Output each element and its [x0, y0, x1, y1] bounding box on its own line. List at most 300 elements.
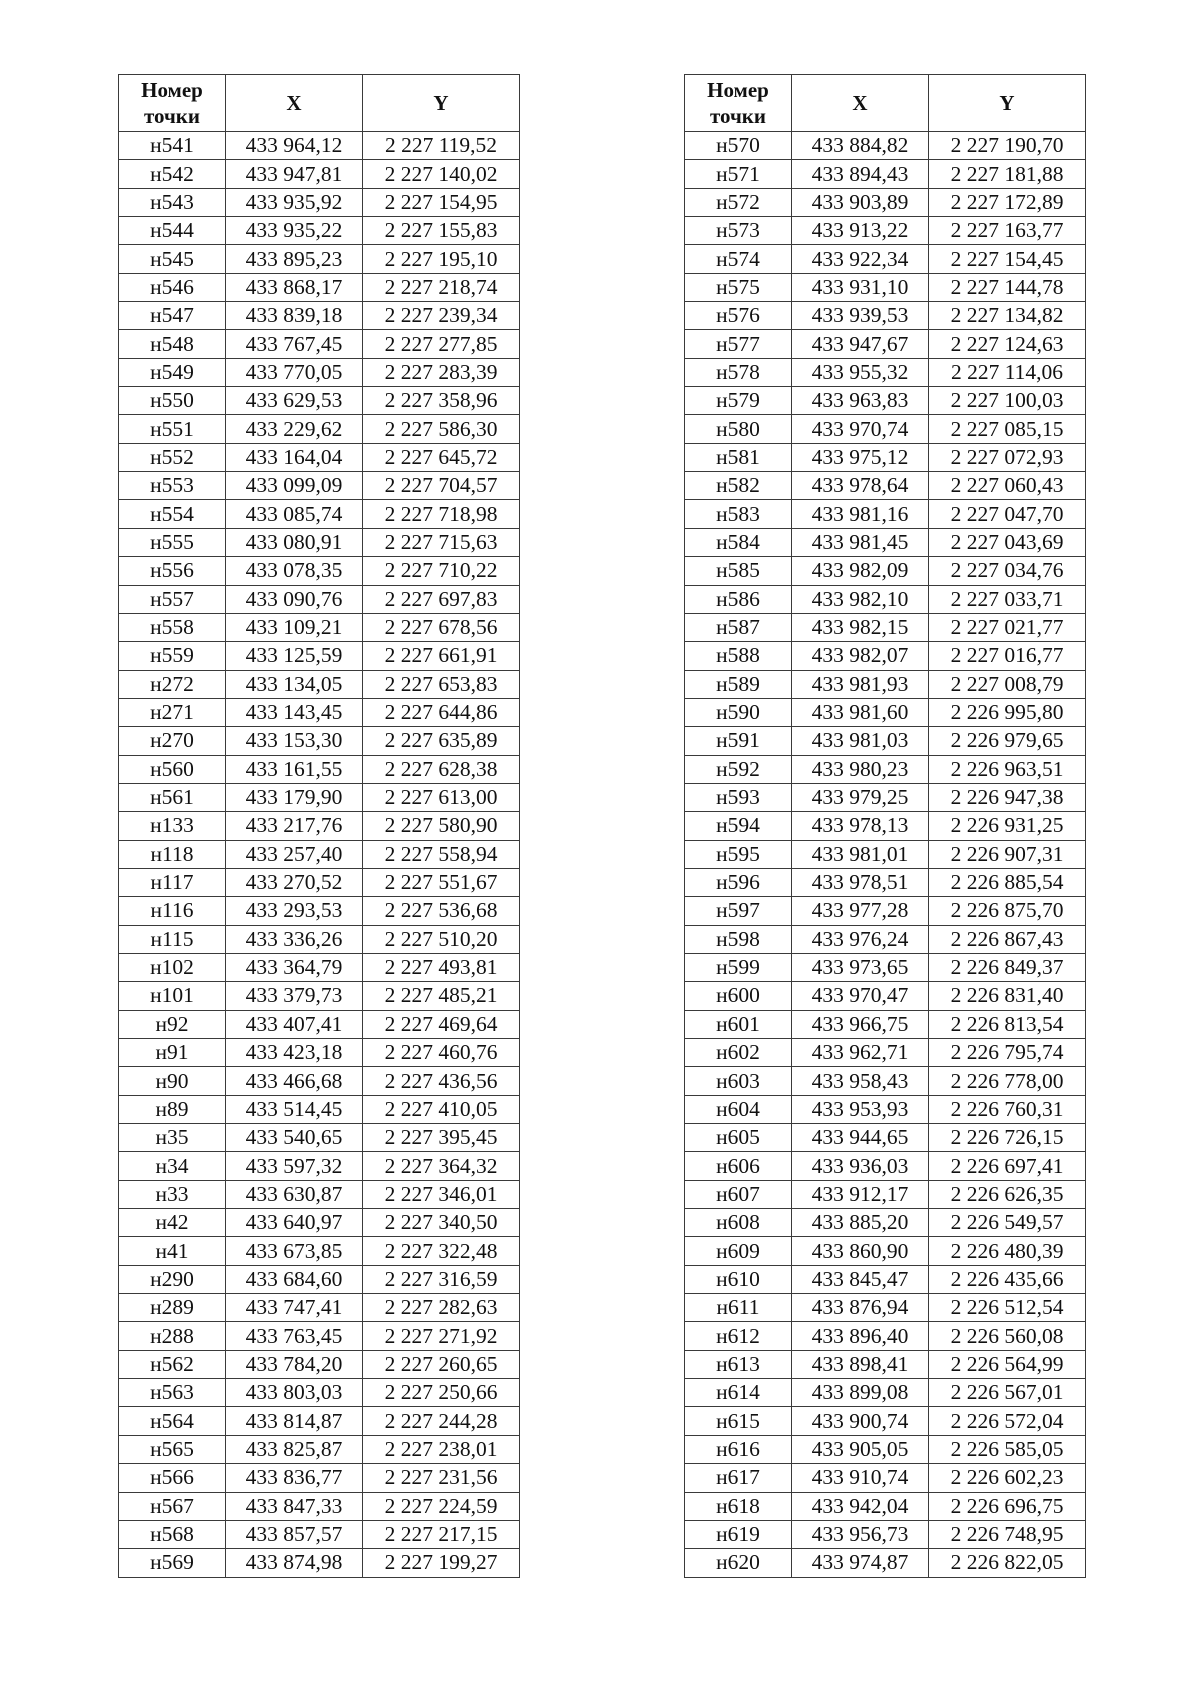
- cell-point-number: н604: [685, 1095, 792, 1123]
- cell-x: 433 885,20: [792, 1209, 929, 1237]
- cell-x: 433 947,67: [792, 330, 929, 358]
- cell-y: 2 227 661,91: [363, 642, 520, 670]
- table-row: [685, 1322, 1086, 1350]
- cell-x: 433 898,41: [792, 1350, 929, 1378]
- cell-point-number: н572: [685, 188, 792, 216]
- table-row: [685, 500, 1086, 528]
- cell-point-number: н270: [119, 727, 226, 755]
- cell-point-number: н587: [685, 613, 792, 641]
- table-header: [119, 75, 520, 132]
- cell-x: 433 423,18: [226, 1039, 363, 1067]
- table-row: [685, 188, 1086, 216]
- cell-point-number: н581: [685, 443, 792, 471]
- cell-y: 2 227 008,79: [929, 670, 1086, 698]
- cell-y: 2 226 778,00: [929, 1067, 1086, 1095]
- cell-point-number: н601: [685, 1010, 792, 1038]
- cell-point-number: н89: [119, 1095, 226, 1123]
- cell-x: 433 900,74: [792, 1407, 929, 1435]
- cell-y: 2 226 995,80: [929, 698, 1086, 726]
- cell-y: 2 226 726,15: [929, 1124, 1086, 1152]
- cell-x: 433 970,74: [792, 415, 929, 443]
- cell-x: 433 153,30: [226, 727, 363, 755]
- cell-y: 2 227 217,15: [363, 1520, 520, 1548]
- cell-x: 433 109,21: [226, 613, 363, 641]
- cell-x: 433 090,76: [226, 585, 363, 613]
- cell-y: 2 227 316,59: [363, 1265, 520, 1293]
- cell-point-number: н543: [119, 188, 226, 216]
- table-row: [685, 1237, 1086, 1265]
- cell-x: 433 747,41: [226, 1294, 363, 1322]
- cell-x: 433 982,09: [792, 557, 929, 585]
- table-row: [685, 1549, 1086, 1577]
- cell-x: 433 078,35: [226, 557, 363, 585]
- cell-point-number: н566: [119, 1464, 226, 1492]
- cell-point-number: н607: [685, 1180, 792, 1208]
- cell-point-number: н589: [685, 670, 792, 698]
- cell-x: 433 982,10: [792, 585, 929, 613]
- table-row: [685, 585, 1086, 613]
- header-row: [119, 75, 520, 132]
- cell-point-number: н547: [119, 302, 226, 330]
- cell-x: 433 978,51: [792, 868, 929, 896]
- cell-point-number: н549: [119, 358, 226, 386]
- cell-y: 2 226 564,99: [929, 1350, 1086, 1378]
- cell-y: 2 226 585,05: [929, 1435, 1086, 1463]
- table-row: [685, 982, 1086, 1010]
- cell-point-number: н619: [685, 1520, 792, 1548]
- cell-x: 433 179,90: [226, 783, 363, 811]
- table-row: [119, 897, 520, 925]
- cell-y: 2 227 715,63: [363, 528, 520, 556]
- table-row: [119, 840, 520, 868]
- cell-x: 433 673,85: [226, 1237, 363, 1265]
- cell-y: 2 226 512,54: [929, 1294, 1086, 1322]
- cell-x: 433 767,45: [226, 330, 363, 358]
- cell-y: 2 226 963,51: [929, 755, 1086, 783]
- table-row: [685, 840, 1086, 868]
- cell-y: 2 226 572,04: [929, 1407, 1086, 1435]
- table-row: [685, 1095, 1086, 1123]
- table-row: [685, 1067, 1086, 1095]
- cell-point-number: н603: [685, 1067, 792, 1095]
- cell-x: 433 857,57: [226, 1520, 363, 1548]
- cell-point-number: н617: [685, 1464, 792, 1492]
- table-row: [119, 1464, 520, 1492]
- cell-point-number: н605: [685, 1124, 792, 1152]
- table-row: [685, 613, 1086, 641]
- cell-point-number: н561: [119, 783, 226, 811]
- cell-y: 2 226 697,41: [929, 1152, 1086, 1180]
- cell-y: 2 227 043,69: [929, 528, 1086, 556]
- cell-x: 433 953,93: [792, 1095, 929, 1123]
- cell-x: 433 161,55: [226, 755, 363, 783]
- cell-y: 2 227 244,28: [363, 1407, 520, 1435]
- cell-point-number: н620: [685, 1549, 792, 1577]
- table-row: [685, 302, 1086, 330]
- cell-y: 2 227 340,50: [363, 1209, 520, 1237]
- cell-x: 433 540,65: [226, 1124, 363, 1152]
- cell-x: 433 379,73: [226, 982, 363, 1010]
- table-row: [119, 358, 520, 386]
- table-row: [119, 670, 520, 698]
- cell-y: 2 227 653,83: [363, 670, 520, 698]
- cell-point-number: н611: [685, 1294, 792, 1322]
- table-row: [685, 868, 1086, 896]
- cell-x: 433 839,18: [226, 302, 363, 330]
- cell-x: 433 980,23: [792, 755, 929, 783]
- cell-y: 2 227 358,96: [363, 387, 520, 415]
- cell-point-number: н560: [119, 755, 226, 783]
- table-row: [685, 783, 1086, 811]
- cell-x: 433 684,60: [226, 1265, 363, 1293]
- cell-point-number: н598: [685, 925, 792, 953]
- cell-x: 433 336,26: [226, 925, 363, 953]
- cell-y: 2 227 718,98: [363, 500, 520, 528]
- header-point-number: Номер точки: [685, 75, 792, 132]
- table-row: [119, 188, 520, 216]
- table-row: [685, 132, 1086, 160]
- cell-point-number: н615: [685, 1407, 792, 1435]
- cell-y: 2 226 748,95: [929, 1520, 1086, 1548]
- cell-y: 2 226 480,39: [929, 1237, 1086, 1265]
- cell-y: 2 227 395,45: [363, 1124, 520, 1152]
- cell-x: 433 981,45: [792, 528, 929, 556]
- cell-point-number: н588: [685, 642, 792, 670]
- table-row: [119, 982, 520, 1010]
- cell-point-number: н573: [685, 217, 792, 245]
- cell-x: 433 080,91: [226, 528, 363, 556]
- cell-point-number: н585: [685, 557, 792, 585]
- cell-y: 2 227 238,01: [363, 1435, 520, 1463]
- cell-x: 433 894,43: [792, 160, 929, 188]
- cell-point-number: н33: [119, 1180, 226, 1208]
- cell-x: 433 514,45: [226, 1095, 363, 1123]
- table-row: [119, 415, 520, 443]
- table-row: [119, 132, 520, 160]
- table-row: [119, 783, 520, 811]
- cell-y: 2 227 678,56: [363, 613, 520, 641]
- table-row: [119, 1124, 520, 1152]
- cell-x: 433 939,53: [792, 302, 929, 330]
- cell-point-number: н608: [685, 1209, 792, 1237]
- table-row: [685, 415, 1086, 443]
- cell-point-number: н555: [119, 528, 226, 556]
- table-row: [685, 1180, 1086, 1208]
- cell-x: 433 935,92: [226, 188, 363, 216]
- cell-y: 2 227 114,06: [929, 358, 1086, 386]
- cell-x: 433 784,20: [226, 1350, 363, 1378]
- cell-y: 2 227 154,95: [363, 188, 520, 216]
- cell-y: 2 226 560,08: [929, 1322, 1086, 1350]
- cell-x: 433 884,82: [792, 132, 929, 160]
- cell-point-number: н609: [685, 1237, 792, 1265]
- cell-x: 433 976,24: [792, 925, 929, 953]
- cell-y: 2 226 867,43: [929, 925, 1086, 953]
- cell-y: 2 226 947,38: [929, 783, 1086, 811]
- cell-point-number: н582: [685, 472, 792, 500]
- cell-point-number: н599: [685, 953, 792, 981]
- cell-point-number: н576: [685, 302, 792, 330]
- cell-y: 2 227 119,52: [363, 132, 520, 160]
- cell-x: 433 966,75: [792, 1010, 929, 1038]
- cell-point-number: н586: [685, 585, 792, 613]
- table-row: [685, 443, 1086, 471]
- cell-x: 433 217,76: [226, 812, 363, 840]
- table-body: [119, 132, 520, 1578]
- cell-x: 433 931,10: [792, 273, 929, 301]
- table-row: [119, 387, 520, 415]
- table-row: [119, 528, 520, 556]
- table-row: [119, 1010, 520, 1038]
- cell-x: 433 975,12: [792, 443, 929, 471]
- cell-y: 2 227 260,65: [363, 1350, 520, 1378]
- cell-y: 2 227 346,01: [363, 1180, 520, 1208]
- cell-x: 433 958,43: [792, 1067, 929, 1095]
- cell-point-number: н557: [119, 585, 226, 613]
- cell-x: 433 974,87: [792, 1549, 929, 1577]
- cell-x: 433 977,28: [792, 897, 929, 925]
- cell-x: 433 970,47: [792, 982, 929, 1010]
- cell-x: 433 814,87: [226, 1407, 363, 1435]
- table-row: [685, 642, 1086, 670]
- cell-x: 433 981,03: [792, 727, 929, 755]
- cell-y: 2 226 979,65: [929, 727, 1086, 755]
- header-point-number: Номер точки: [119, 75, 226, 132]
- table-row: [119, 1492, 520, 1520]
- cell-point-number: н559: [119, 642, 226, 670]
- cell-y: 2 226 831,40: [929, 982, 1086, 1010]
- cell-x: 433 364,79: [226, 953, 363, 981]
- cell-x: 433 874,98: [226, 1549, 363, 1577]
- cell-x: 433 825,87: [226, 1435, 363, 1463]
- cell-y: 2 227 644,86: [363, 698, 520, 726]
- coordinates-table-left: [118, 74, 520, 1578]
- table-row: [119, 500, 520, 528]
- cell-y: 2 226 602,23: [929, 1464, 1086, 1492]
- cell-x: 433 947,81: [226, 160, 363, 188]
- cell-y: 2 227 283,39: [363, 358, 520, 386]
- table-row: [119, 557, 520, 585]
- cell-point-number: н551: [119, 415, 226, 443]
- cell-x: 433 905,05: [792, 1435, 929, 1463]
- cell-point-number: н102: [119, 953, 226, 981]
- table-row: [685, 557, 1086, 585]
- table-row: [685, 358, 1086, 386]
- table-row: [685, 698, 1086, 726]
- table-row: [685, 528, 1086, 556]
- cell-y: 2 227 410,05: [363, 1095, 520, 1123]
- table-row: [685, 1492, 1086, 1520]
- cell-y: 2 227 060,43: [929, 472, 1086, 500]
- cell-y: 2 227 100,03: [929, 387, 1086, 415]
- cell-x: 433 981,60: [792, 698, 929, 726]
- table-row: [119, 812, 520, 840]
- table-row: [119, 1350, 520, 1378]
- cell-y: 2 227 635,89: [363, 727, 520, 755]
- table-row: [685, 387, 1086, 415]
- cell-x: 433 955,32: [792, 358, 929, 386]
- cell-y: 2 227 436,56: [363, 1067, 520, 1095]
- cell-y: 2 226 549,57: [929, 1209, 1086, 1237]
- cell-point-number: н541: [119, 132, 226, 160]
- table-row: [119, 273, 520, 301]
- cell-x: 433 630,87: [226, 1180, 363, 1208]
- cell-point-number: н90: [119, 1067, 226, 1095]
- cell-x: 433 896,40: [792, 1322, 929, 1350]
- table-row: [119, 160, 520, 188]
- table-row: [119, 443, 520, 471]
- table-row: [685, 472, 1086, 500]
- cell-y: 2 227 033,71: [929, 585, 1086, 613]
- cell-point-number: н597: [685, 897, 792, 925]
- cell-x: 433 982,07: [792, 642, 929, 670]
- cell-y: 2 227 271,92: [363, 1322, 520, 1350]
- table-row: [119, 1067, 520, 1095]
- table-row: [119, 1379, 520, 1407]
- cell-point-number: н548: [119, 330, 226, 358]
- cell-point-number: н567: [119, 1492, 226, 1520]
- table-row: [119, 698, 520, 726]
- cell-point-number: н616: [685, 1435, 792, 1463]
- cell-point-number: н564: [119, 1407, 226, 1435]
- cell-point-number: н116: [119, 897, 226, 925]
- cell-y: 2 227 072,93: [929, 443, 1086, 471]
- cell-x: 433 845,47: [792, 1265, 929, 1293]
- cell-y: 2 226 813,54: [929, 1010, 1086, 1038]
- cell-y: 2 226 435,66: [929, 1265, 1086, 1293]
- cell-y: 2 227 282,63: [363, 1294, 520, 1322]
- table-row: [685, 1265, 1086, 1293]
- cell-point-number: н577: [685, 330, 792, 358]
- cell-x: 433 407,41: [226, 1010, 363, 1038]
- cell-point-number: н568: [119, 1520, 226, 1548]
- cell-y: 2 227 163,77: [929, 217, 1086, 245]
- cell-y: 2 227 134,82: [929, 302, 1086, 330]
- cell-point-number: н550: [119, 387, 226, 415]
- table-row: [119, 613, 520, 641]
- table-row: [685, 727, 1086, 755]
- cell-y: 2 226 875,70: [929, 897, 1086, 925]
- table-row: [685, 245, 1086, 273]
- cell-x: 433 895,23: [226, 245, 363, 273]
- cell-point-number: н558: [119, 613, 226, 641]
- header-x: X: [226, 75, 363, 132]
- cell-y: 2 227 172,89: [929, 188, 1086, 216]
- table-body: [685, 132, 1086, 1578]
- table-row: [685, 217, 1086, 245]
- table-row: [685, 812, 1086, 840]
- table-row: [119, 1322, 520, 1350]
- cell-x: 433 935,22: [226, 217, 363, 245]
- cell-x: 433 963,83: [792, 387, 929, 415]
- cell-point-number: н583: [685, 500, 792, 528]
- header-y: Y: [929, 75, 1086, 132]
- table-row: [119, 1294, 520, 1322]
- table-row: [685, 897, 1086, 925]
- cell-x: 433 903,89: [792, 188, 929, 216]
- cell-y: 2 227 460,76: [363, 1039, 520, 1067]
- cell-x: 433 763,45: [226, 1322, 363, 1350]
- cell-point-number: н556: [119, 557, 226, 585]
- cell-point-number: н545: [119, 245, 226, 273]
- cell-point-number: н544: [119, 217, 226, 245]
- table-row: [119, 302, 520, 330]
- cell-x: 433 293,53: [226, 897, 363, 925]
- cell-y: 2 227 155,83: [363, 217, 520, 245]
- cell-point-number: н563: [119, 1379, 226, 1407]
- cell-y: 2 227 628,38: [363, 755, 520, 783]
- cell-point-number: н34: [119, 1152, 226, 1180]
- table-row: [119, 1209, 520, 1237]
- table-row: [119, 1520, 520, 1548]
- cell-point-number: н288: [119, 1322, 226, 1350]
- table-row: [685, 1039, 1086, 1067]
- cell-point-number: н289: [119, 1294, 226, 1322]
- table-row: [685, 1124, 1086, 1152]
- table-row: [119, 1152, 520, 1180]
- cell-y: 2 227 085,15: [929, 415, 1086, 443]
- table-row: [119, 953, 520, 981]
- table-row: [685, 330, 1086, 358]
- cell-y: 2 227 250,66: [363, 1379, 520, 1407]
- cell-x: 433 973,65: [792, 953, 929, 981]
- table-row: [685, 1435, 1086, 1463]
- cell-y: 2 227 510,20: [363, 925, 520, 953]
- cell-x: 433 099,09: [226, 472, 363, 500]
- cell-y: 2 227 239,34: [363, 302, 520, 330]
- cell-point-number: н584: [685, 528, 792, 556]
- cell-y: 2 227 485,21: [363, 982, 520, 1010]
- header-x: X: [792, 75, 929, 132]
- cell-y: 2 227 493,81: [363, 953, 520, 981]
- cell-point-number: н118: [119, 840, 226, 868]
- cell-y: 2 227 224,59: [363, 1492, 520, 1520]
- cell-point-number: н594: [685, 812, 792, 840]
- table-row: [119, 1549, 520, 1577]
- cell-y: 2 227 016,77: [929, 642, 1086, 670]
- table-row: [119, 472, 520, 500]
- cell-point-number: н117: [119, 868, 226, 896]
- table-row: [685, 1350, 1086, 1378]
- cell-point-number: н133: [119, 812, 226, 840]
- cell-y: 2 227 536,68: [363, 897, 520, 925]
- cell-point-number: н593: [685, 783, 792, 811]
- cell-y: 2 227 613,00: [363, 783, 520, 811]
- cell-point-number: н602: [685, 1039, 792, 1067]
- cell-point-number: н542: [119, 160, 226, 188]
- header-row: [685, 75, 1086, 132]
- table-row: [119, 1095, 520, 1123]
- cell-point-number: н554: [119, 500, 226, 528]
- cell-y: 2 227 364,32: [363, 1152, 520, 1180]
- cell-y: 2 227 277,85: [363, 330, 520, 358]
- cell-point-number: н115: [119, 925, 226, 953]
- table-row: [685, 1294, 1086, 1322]
- cell-point-number: н596: [685, 868, 792, 896]
- table-row: [119, 1407, 520, 1435]
- cell-y: 2 227 124,63: [929, 330, 1086, 358]
- cell-x: 433 964,12: [226, 132, 363, 160]
- cell-x: 433 982,15: [792, 613, 929, 641]
- cell-point-number: н578: [685, 358, 792, 386]
- table-row: [119, 1237, 520, 1265]
- cell-point-number: н101: [119, 982, 226, 1010]
- cell-x: 433 836,77: [226, 1464, 363, 1492]
- table-row: [119, 245, 520, 273]
- cell-point-number: н579: [685, 387, 792, 415]
- cell-y: 2 227 195,10: [363, 245, 520, 273]
- cell-x: 433 803,03: [226, 1379, 363, 1407]
